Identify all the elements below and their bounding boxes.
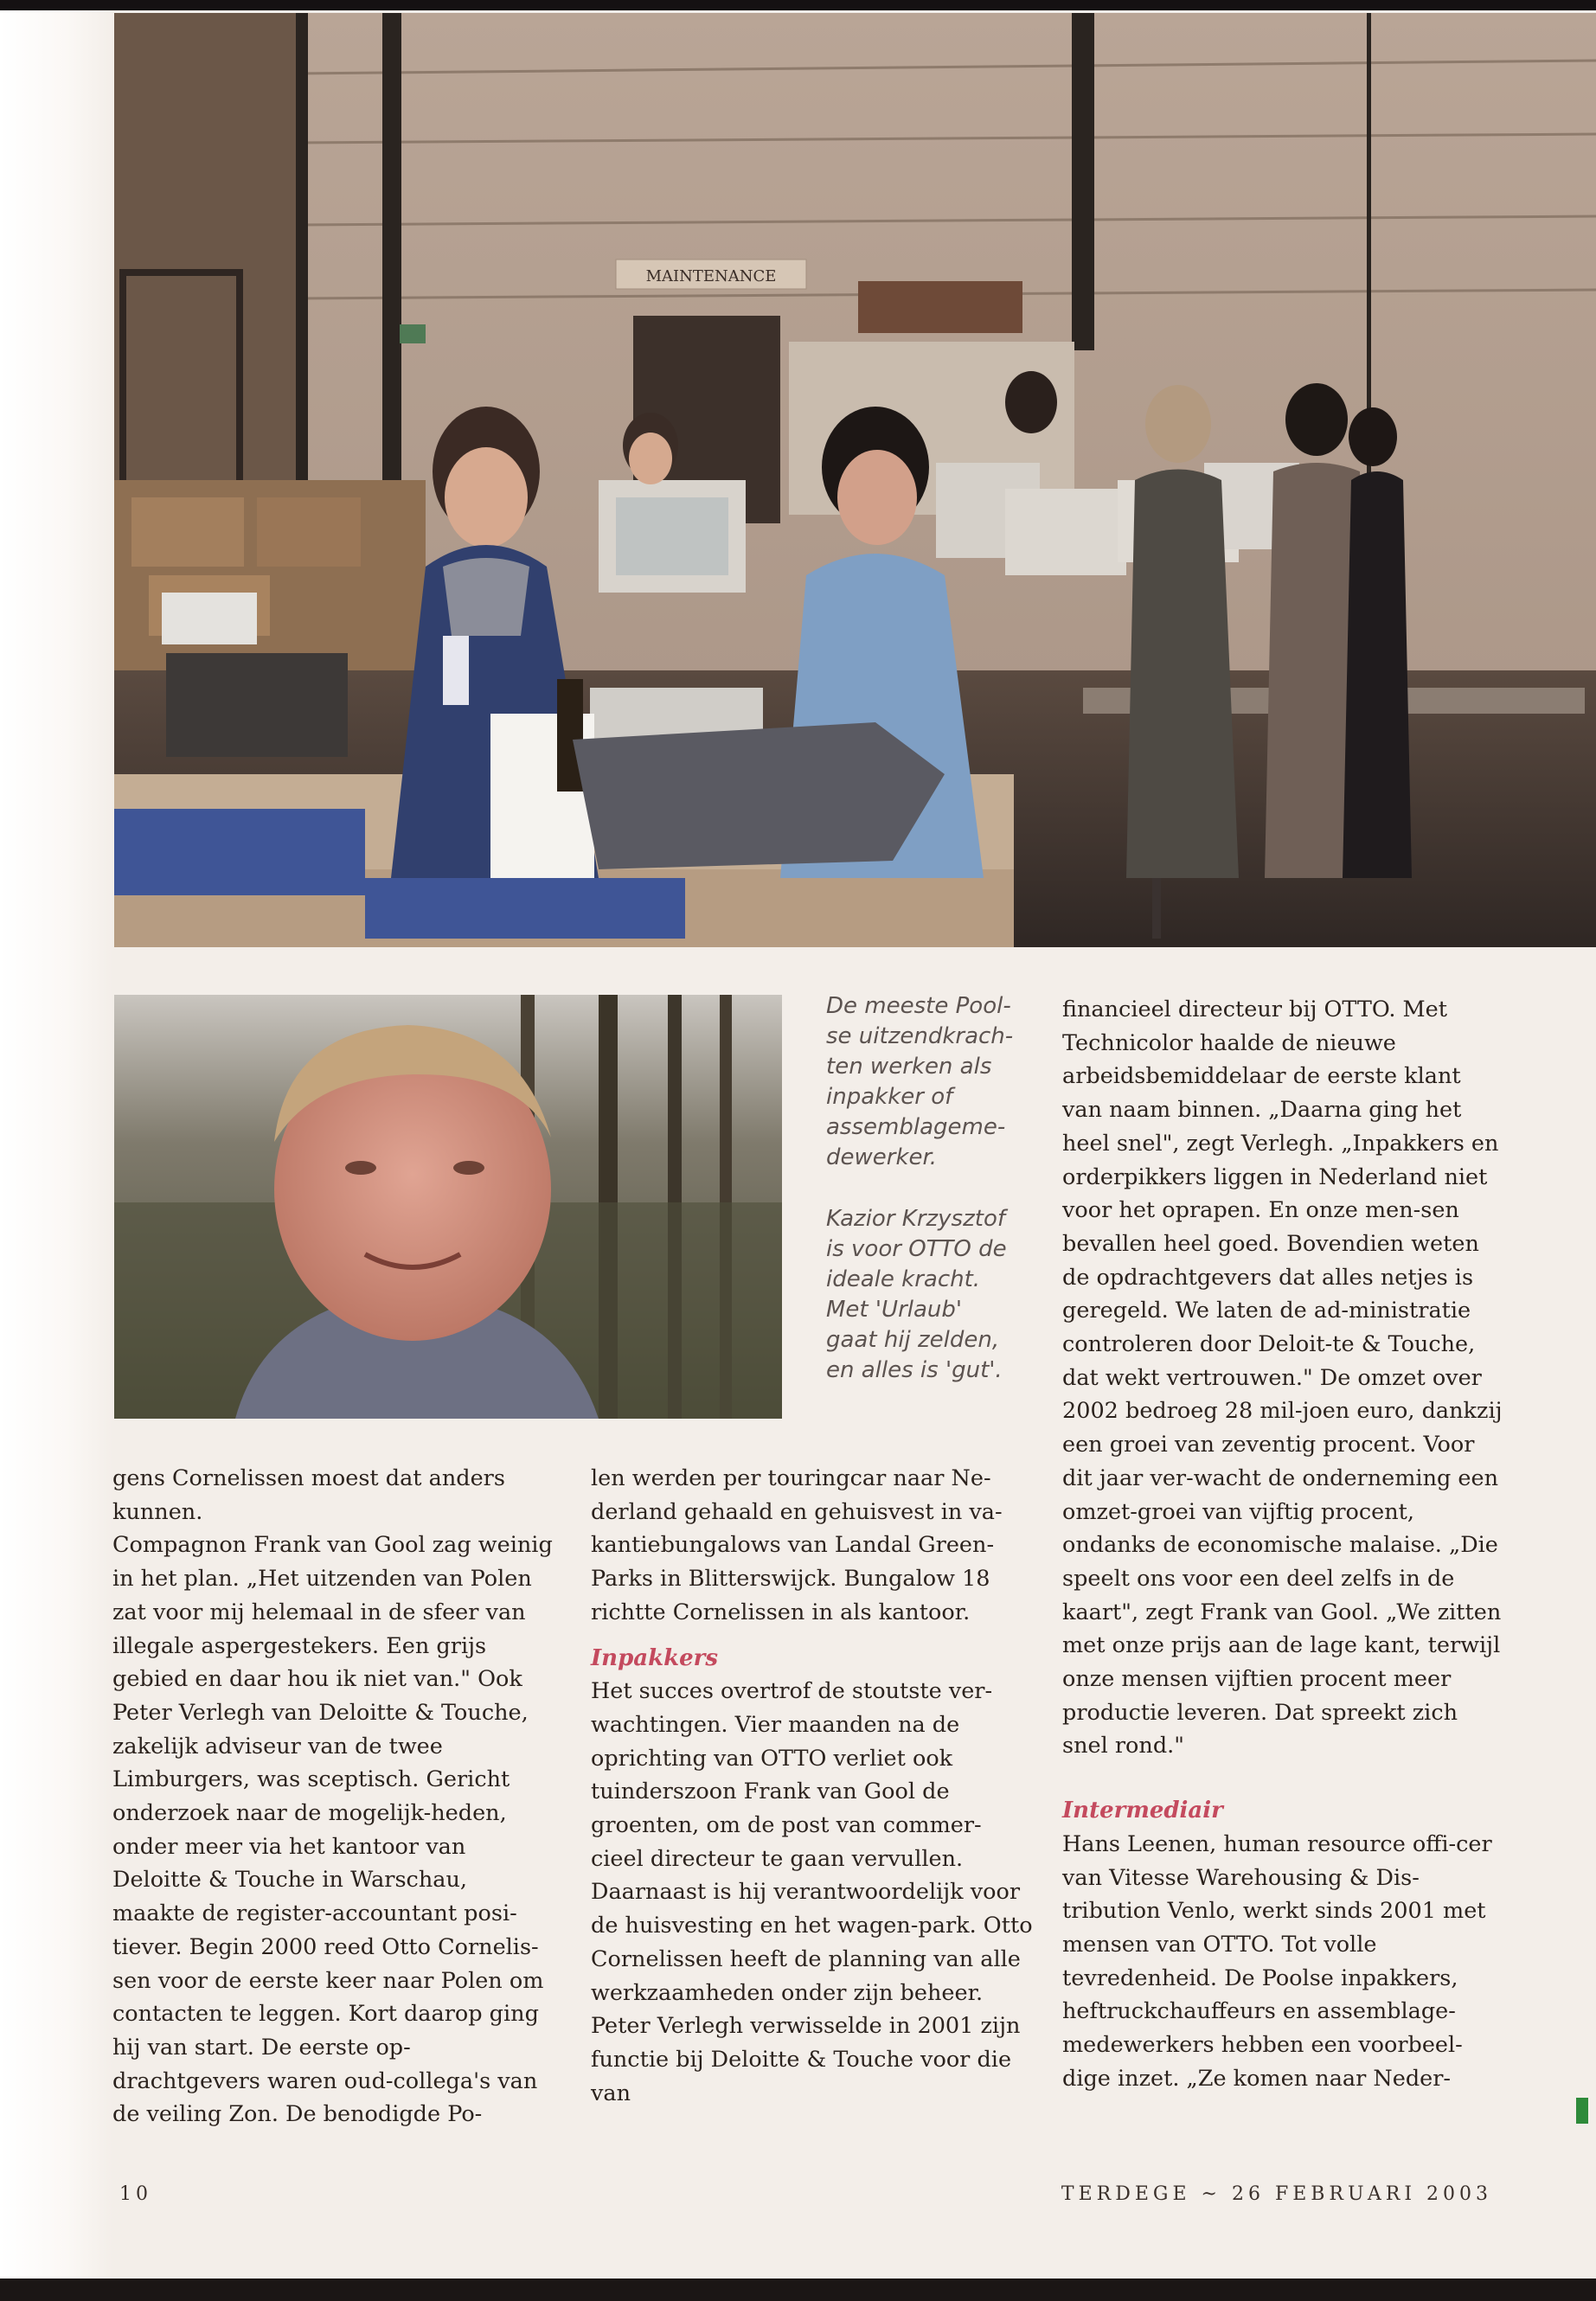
col3-body: Hans Leenen, human resource offi-cer van Vitesse Warehousing & Dis-tribution Venlo, werkt sinds 2001 met mensen van OTTO. Tot volle tevredenheid. De Poolse inpakkers, heftruckchauffeurs en assemblage-medewerkers hebben een voorbeel-dige inzet. „Ze komen naar Neder- xyxy=(1062,1830,1492,2092)
col2-body: Het succes overtrof de stoutste ver-wachtingen. Vier maanden na de oprichting van OTTO verliet ook tuinderszoon Frank van Gool de groenten, om de post van commer-cieel directeur te gaan vervullen. Daarnaast is hij verantwoordelijk voor de huisvesting en het wagen-park. Otto Cornelissen heeft de planning van alle werkzaamheden onder zijn beheer. Peter Verlegh verwisselde in 2001 zijn functie bij Deloitte & Touche voor die van xyxy=(591,1678,1033,2106)
publication-footer: TERDEGE ~ 26 FEBRUARI 2003 xyxy=(1061,2183,1492,2205)
caption-paragraph-1: De meeste Pool-se uitzendkrach-ten werken als inpakker of assemblageme-dewerker. xyxy=(826,993,1014,1170)
article-column-2 xyxy=(591,1462,1034,2110)
maintenance-sign: MAINTENANCE xyxy=(645,267,777,285)
subheading-intermediair: Intermediair xyxy=(1062,1798,1223,1824)
warehouse-photo xyxy=(114,13,1596,947)
scan-top-edge xyxy=(0,0,1596,10)
photo-caption xyxy=(826,991,1016,1417)
article-column-1 xyxy=(112,1462,555,2131)
page-edge-marker xyxy=(1576,2098,1588,2124)
scan-bottom-edge xyxy=(0,2279,1596,2301)
caption-paragraph-2: Kazior Krzysztof is voor OTTO de ideale kracht. Met 'Urlaub' gaat hij zelden, en alles is 'gut'. xyxy=(826,1206,1007,1383)
page-left-margin xyxy=(0,10,112,2279)
portrait-photo xyxy=(114,995,782,1419)
col2-intro: len werden per touringcar naar Ne-derland gehaald en gehuisvest in va-kantiebungalows van Landal Green-Parks in Blitterswijck. Bungalow 18 richtte Cornelissen in als kantoor. xyxy=(591,1465,1003,1625)
col3-intro: financieel directeur bij OTTO. Met Technicolor haalde de nieuwe arbeidsbemiddelaar de eerste klant van naam binnen. „Daarna ging het heel snel", zegt Verlegh. „Inpakkers en orderpikkers liggen in Nederland niet voor het oprapen. En onze men-sen bevallen heel goed. Bovendien weten de opdrachtgevers dat alles netjes is geregeld. We laten de ad-ministratie controleren door Deloit-te & Touche, dat wekt vertrouwen." De omzet over 2002 bedroeg 28 mil-joen euro, dankzij een groei van zeventig procent. Voor dit jaar ver-wacht de onderneming een omzet-groei van vijftig procent, ondanks de economische malaise. „Die speelt ons voor een deel zelfs in de kaart", zegt Frank van Gool. „We zitten met onze prijs aan de lage kant, terwijl onze mensen vijftien procent meer productie leveren. Dat spreekt zich snel rond." xyxy=(1062,997,1503,1759)
col1-paragraph-1: gens Cornelissen moest dat anders kunnen. xyxy=(112,1465,505,1525)
article-column-3 xyxy=(1062,993,1505,2096)
col1-paragraph-2: Compagnon Frank van Gool zag weinig in het plan. „Het uitzenden van Polen zat voor mij helemaal in de sfeer van illegale aspergestekers. Een grijs gebied en daar hou ik niet van." Ook Peter Verlegh van Deloitte & Touche, zakelijk adviseur van de twee Limburgers, was sceptisch. Gericht onderzoek naar de mogelijk-heden, onder meer via het kantoor van Deloitte & Touche in Warschau, maakte de register-accountant posi-tiever. Begin 2000 reed Otto Cornelis-sen voor de eerste keer naar Polen om contacten te leggen. Kort daarop ging hij van start. De eerste op-drachtgevers waren oud-collega's van de veiling Zon. De benodigde Po- xyxy=(112,1532,553,2128)
page-number: 10 xyxy=(119,2183,152,2205)
subheading-inpakkers: Inpakkers xyxy=(591,1644,718,1671)
